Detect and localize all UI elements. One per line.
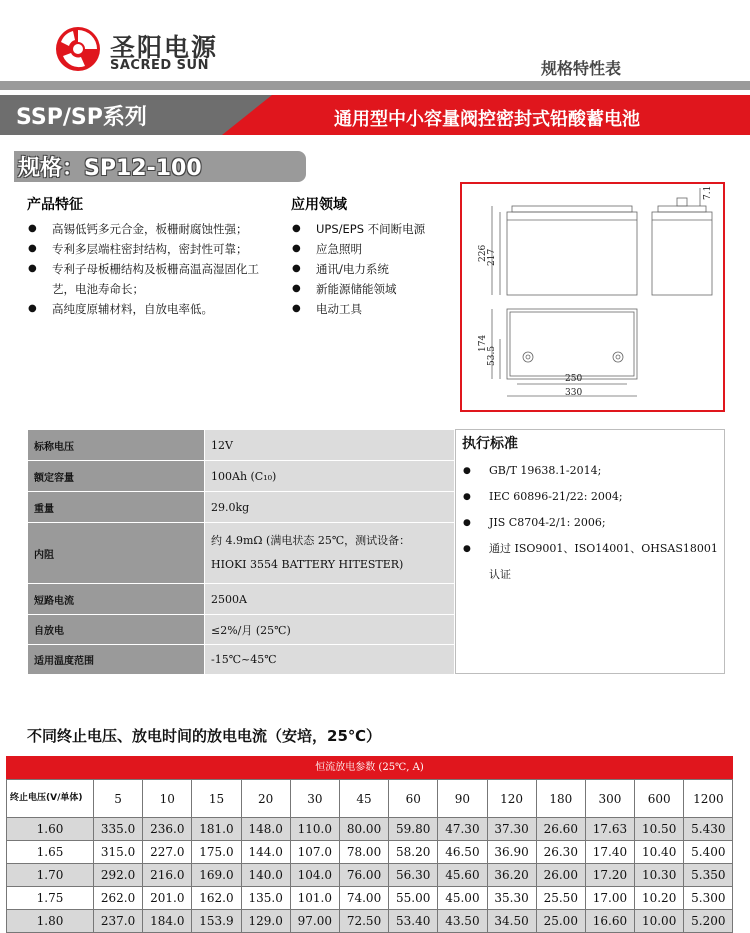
time-header: 600 [635,780,684,818]
current-cell: 76.00 [339,864,388,887]
current-cell: 26.00 [536,864,585,887]
spec-value: 12V [205,430,455,461]
current-cell: 144.0 [241,841,290,864]
current-cell: 35.30 [487,887,536,910]
current-cell: 34.50 [487,910,536,933]
table-row [28,523,455,584]
time-header: 45 [339,780,388,818]
current-cell: 5.200 [684,910,733,933]
corner-label: 终止电压(V/单体) [7,780,94,818]
application-item: ● 电动工具 [291,299,461,319]
table-row [28,615,455,645]
application-item: ● 新能源储能领域 [291,279,461,299]
spec-table [27,429,455,675]
current-cell: 80.00 [339,818,388,841]
current-cell: 101.0 [290,887,339,910]
applications-heading: 应用领域 [291,197,347,213]
current-cell: 78.00 [339,841,388,864]
model-title: 规格：SP12-100 [18,156,202,181]
current-cell: 237.0 [94,910,143,933]
time-header: 1200 [684,780,733,818]
current-cell: 110.0 [290,818,339,841]
time-header: 180 [536,780,585,818]
current-cell: 43.50 [438,910,487,933]
current-cell: 216.0 [143,864,192,887]
current-cell: 45.00 [438,887,487,910]
spec-key: 重量 [28,492,205,523]
current-cell: 26.30 [536,841,585,864]
series-name: SSP/SP系列 [16,105,147,130]
current-cell: 292.0 [94,864,143,887]
dim-terminal-height: 53.5 [487,345,497,366]
current-cell: 56.30 [389,864,438,887]
current-cell: 148.0 [241,818,290,841]
feature-item: ● 高锡低钙多元合金，板栅耐腐蚀性强； [27,219,272,239]
application-item: ● UPS/EPS 不间断电源 [291,219,461,239]
standard-item: ● 通过 ISO9001、ISO14001、OHSAS18001 认证 [460,536,722,588]
applications-list [291,219,461,319]
time-header: 5 [94,780,143,818]
application-item: ● 通讯/电力系统 [291,259,461,279]
discharge-table-title: 恒流放电参数 (25℃, A) [6,756,733,779]
standard-item: ● IEC 60896-21/22: 2004; [460,484,722,510]
current-cell: 55.00 [389,887,438,910]
current-cell: 10.50 [635,818,684,841]
standard-item: ● JIS C8704-2/1: 2006; [460,510,722,536]
current-cell: 10.20 [635,887,684,910]
brand-name-cn: 圣阳电源 [110,33,219,62]
time-header: 120 [487,780,536,818]
voltage-cell: 1.80 [7,910,94,933]
voltage-cell: 1.75 [7,887,94,910]
dim-length: 330 [565,388,583,398]
current-cell: 140.0 [241,864,290,887]
current-cell: 53.40 [389,910,438,933]
current-cell: 10.40 [635,841,684,864]
dim-terminal: 7.1 [703,185,713,200]
table-row [7,818,733,841]
table-row [28,461,455,492]
spec-value [205,523,455,584]
current-cell: 135.0 [241,887,290,910]
current-cell: 107.0 [290,841,339,864]
current-cell: 5.300 [684,887,733,910]
current-cell: 26.60 [536,818,585,841]
dim-width: 174 [478,334,488,352]
spec-key: 自放电 [28,615,205,645]
spec-value-line: HIOKI 3554 BATTERY HITESTER) [211,558,404,571]
spec-value: -15℃~45℃ [205,645,455,675]
current-cell: 97.00 [290,910,339,933]
current-cell: 74.00 [339,887,388,910]
table-row [7,864,733,887]
spec-value: 2500A [205,584,455,615]
current-cell: 72.50 [339,910,388,933]
time-header: 60 [389,780,438,818]
current-cell: 17.20 [585,864,634,887]
table-row [7,887,733,910]
table-header-row [7,780,733,818]
current-cell: 5.400 [684,841,733,864]
feature-item: ● 专利子母板栅结构及板栅高温高湿固化工艺，电池寿命长； [27,259,272,299]
spec-value: 100Ah (C₁₀) [205,461,455,492]
spec-key: 额定容量 [28,461,205,492]
current-cell: 25.50 [536,887,585,910]
brand-name-en: SACRED SUN [110,58,209,73]
standards-heading: 执行标准 [462,436,518,452]
spec-key: 短路电流 [28,584,205,615]
battery-outline-icon [462,184,723,410]
current-cell: 47.30 [438,818,487,841]
current-cell: 37.30 [487,818,536,841]
standards-list [460,458,722,588]
current-cell: 129.0 [241,910,290,933]
current-cell: 10.30 [635,864,684,887]
current-cell: 236.0 [143,818,192,841]
time-header: 10 [143,780,192,818]
current-cell: 335.0 [94,818,143,841]
time-header: 90 [438,780,487,818]
current-cell: 227.0 [143,841,192,864]
dim-total-height: 226 [478,244,488,262]
current-cell: 184.0 [143,910,192,933]
feature-item: ● 专利多层端柱密封结构，密封性可靠； [27,239,272,259]
discharge-title: 不同终止电压、放电时间的放电电流（安培，25℃） [27,727,382,745]
current-cell: 5.430 [684,818,733,841]
table-row [7,841,733,864]
spec-value-line: 约 4.9mΩ (满电状态 25℃，测试设备： [211,534,411,547]
voltage-cell: 1.65 [7,841,94,864]
voltage-cell: 1.60 [7,818,94,841]
current-cell: 59.80 [389,818,438,841]
spec-key: 适用温度范围 [28,645,205,675]
time-header: 30 [290,780,339,818]
voltage-cell: 1.70 [7,864,94,887]
table-row [28,430,455,461]
document-type: 规格特性表 [541,59,622,78]
current-cell: 25.00 [536,910,585,933]
standard-item: ● GB/T 19638.1-2014; [460,458,722,484]
current-cell: 36.90 [487,841,536,864]
current-cell: 10.00 [635,910,684,933]
feature-item: ● 高纯度原辅材料，自放电率低。 [27,299,272,319]
dimension-drawing [460,182,725,412]
table-row [28,492,455,523]
current-cell: 153.9 [192,910,241,933]
spec-value: 29.0kg [205,492,455,523]
current-cell: 104.0 [290,864,339,887]
features-heading: 产品特征 [27,197,83,213]
application-item: ● 应急照明 [291,239,461,259]
current-cell: 169.0 [192,864,241,887]
discharge-table [6,779,733,933]
features-list [27,219,272,319]
current-cell: 181.0 [192,818,241,841]
current-cell: 36.20 [487,864,536,887]
current-cell: 315.0 [94,841,143,864]
header-divider [0,81,750,90]
current-cell: 17.40 [585,841,634,864]
current-cell: 45.60 [438,864,487,887]
spec-key: 内阻 [28,523,205,584]
time-header: 300 [585,780,634,818]
current-cell: 201.0 [143,887,192,910]
table-row [28,584,455,615]
table-row [7,910,733,933]
discharge-table-wrap [6,756,733,933]
current-cell: 58.20 [389,841,438,864]
dim-case-height: 217 [487,248,497,266]
current-cell: 175.0 [192,841,241,864]
time-header: 15 [192,780,241,818]
current-cell: 17.00 [585,887,634,910]
table-row [28,645,455,675]
current-cell: 46.50 [438,841,487,864]
current-cell: 17.63 [585,818,634,841]
current-cell: 262.0 [94,887,143,910]
current-cell: 5.350 [684,864,733,887]
time-header: 20 [241,780,290,818]
current-cell: 16.60 [585,910,634,933]
spec-key: 标称电压 [28,430,205,461]
spec-value: ≤2%/月 (25℃) [205,615,455,645]
current-cell: 162.0 [192,887,241,910]
series-description: 通用型中小容量阀控密封式铅酸蓄电池 [334,109,640,130]
sacred-sun-logo-icon [55,26,101,72]
dim-length-inner: 250 [565,374,583,384]
